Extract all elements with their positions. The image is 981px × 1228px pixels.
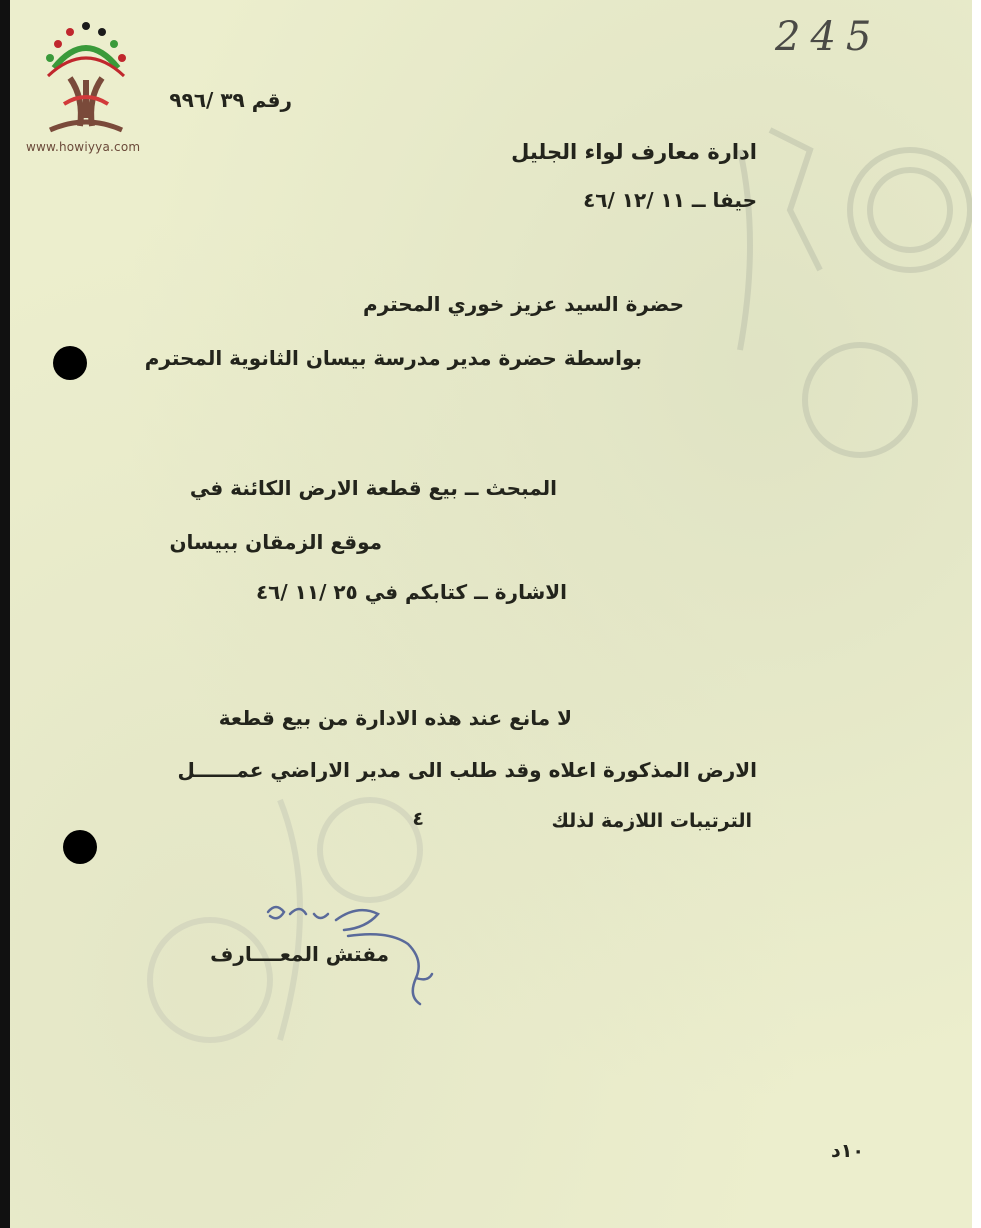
reference-number: رقم ٣٩ /٩٩٦ [169,88,292,112]
body-line-2: الارض المذكورة اعلاه وقد طلب الى مدير الاراضي عمــــــل [177,758,757,782]
via-line: بواسطة حضرة مدير مدرسة بيسان الثانوية المحترم [144,346,642,370]
punch-hole-bottom [63,830,97,864]
page-code: ١٠د [831,1140,864,1162]
place-and-date: حيفا ــ ١١ /١٢ /٤٦ [583,188,757,212]
tree-logo-icon [40,18,132,138]
body-line-1: لا مانع عند هذه الادارة من بيع قطعة [218,706,572,730]
subject-line-1: المبحث ــ بيع قطعة الارض الكائنة في [189,476,557,500]
reference-line: الاشارة ــ كتابكم في ٢٥ /١١ /٤٦ [255,580,567,604]
punch-hole-top [53,346,87,380]
howiyya-logo [20,18,152,158]
letter-paper [10,0,972,1228]
archive-number-handwritten: 245 [775,14,882,60]
addressee: حضرة السيد عزيز خوري المحترم [363,292,684,316]
body-end-mark: ٤ [412,808,424,830]
body-line-3: الترتيبات اللازمة لذلك [551,810,752,832]
logo-url: www.howiyya.com [26,140,141,154]
signature-title: مفتش المعــــارف [210,942,389,966]
department-name: ادارة معارف لواء الجليل [511,140,757,164]
subject-line-2: موقع الزمقان ببيسان [169,530,382,554]
